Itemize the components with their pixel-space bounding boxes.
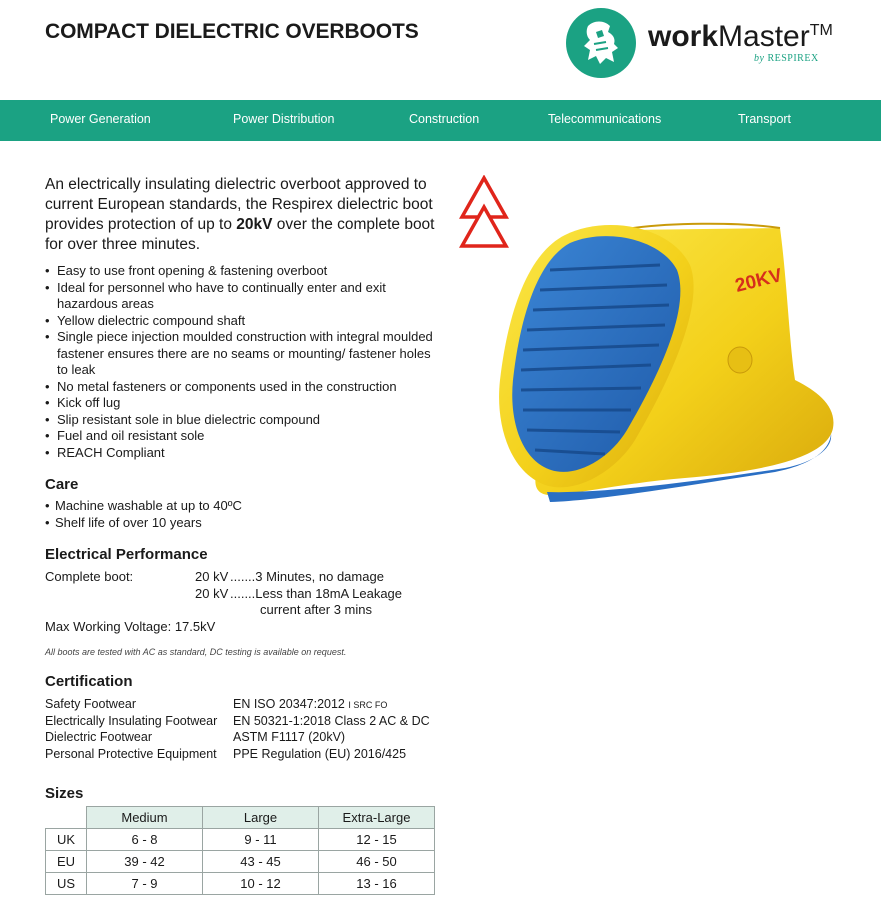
cert-value: PPE Regulation (EU) 2016/425 [233, 746, 407, 761]
certification-list [45, 696, 465, 762]
complete-boot-label: Complete boot: [45, 569, 134, 584]
table-cell: 12 - 15 [319, 829, 435, 851]
table-row [46, 829, 435, 851]
cert-row [45, 746, 465, 763]
cert-value: EN 50321-1:2018 Class 2 AC & DC [233, 713, 430, 728]
list-item: • Machine washable at up to 40ºC [45, 498, 242, 515]
nav-transport[interactable]: Transport [738, 112, 792, 126]
table-row [46, 851, 435, 873]
sector-navbar [0, 100, 881, 141]
lion-emblem-icon [566, 8, 636, 78]
list-item: • Shelf life of over 10 years [45, 515, 242, 532]
table-cell: 13 - 16 [319, 873, 435, 895]
care-list [45, 498, 242, 531]
workmaster-logo[interactable] [566, 8, 866, 80]
row-header: UK [46, 829, 87, 851]
intro-paragraph: An electrically insulating dielectric overboot approved to current European standards, the Respirex dielectric boot provides protection of up to 20kV over the complete boot for over three minutes. [45, 176, 435, 253]
voltage-value: 20 kV [195, 585, 229, 601]
page-title: COMPACT DIELECTRIC OVERBOOTS [45, 20, 419, 43]
table-cell: 7 - 9 [87, 873, 203, 895]
list-item: • Yellow dielectric compound shaft [45, 313, 445, 330]
electrical-heading: Electrical Performance [45, 546, 208, 563]
column-header: Extra-Large [319, 807, 435, 829]
voltage-value: 20 kV [195, 569, 229, 584]
list-item: • Easy to use front opening & fastening overboot [45, 263, 445, 280]
table-cell: 6 - 8 [87, 829, 203, 851]
nav-construction[interactable]: Construction [409, 112, 480, 126]
certification-heading: Certification [45, 673, 133, 690]
brand-wordmark: workMaster™ [648, 20, 833, 53]
row-header: EU [46, 851, 87, 873]
row-header: US [46, 873, 87, 895]
brand-byline: by RESPIREX [754, 53, 819, 64]
nav-power-generation[interactable]: Power Generation [50, 112, 151, 126]
cert-value: EN ISO 20347:2012 I SRC FO [233, 697, 388, 711]
testing-note: All boots are tested with AC as standard, DC testing is available on request. [45, 647, 347, 657]
nav-telecommunications[interactable]: Telecommunications [548, 112, 662, 126]
boot-voltage-marking: 20KV [733, 264, 785, 297]
max-working-voltage: Max Working Voltage: 17.5kV [45, 619, 216, 634]
sizes-table [45, 806, 435, 895]
table-cell: 10 - 12 [203, 873, 319, 895]
column-header: Medium [87, 807, 203, 829]
column-header: Large [203, 807, 319, 829]
cert-label: Safety Footwear [45, 697, 137, 711]
list-item: • REACH Compliant [45, 445, 445, 462]
cert-value: ASTM F1117 (20kV) [233, 730, 346, 744]
cert-row [45, 696, 465, 713]
table-cell: 39 - 42 [87, 851, 203, 873]
table-header-row [46, 807, 435, 829]
table-row [46, 873, 435, 895]
feature-list [45, 263, 445, 461]
list-item: • No metal fasteners or components used in the construction [45, 379, 445, 396]
cert-label: Dielectric Footwear [45, 730, 152, 744]
cert-row [45, 713, 465, 730]
list-item: • Kick off lug [45, 395, 445, 412]
cert-label: Personal Protective Equipment [45, 746, 217, 761]
nav-power-distribution[interactable]: Power Distribution [233, 112, 335, 126]
list-item: • Ideal for personnel who have to continually enter and exit hazardous areas [45, 280, 445, 313]
table-cell: 46 - 50 [319, 851, 435, 873]
list-item: • Fuel and oil resistant sole [45, 428, 445, 445]
care-heading: Care [45, 476, 79, 493]
dielectric-overboot-image [455, 210, 845, 525]
list-item: • Slip resistant sole in blue dielectric compound [45, 412, 445, 429]
cert-row [45, 729, 465, 746]
result-text: current after 3 mins [260, 602, 372, 617]
electrical-table [45, 569, 465, 619]
result-text: .......Less than 18mA Leakage [230, 585, 403, 601]
sizes-heading: Sizes [45, 785, 84, 802]
cert-label: Electrically Insulating Footwear [45, 713, 218, 728]
result-text: .......3 Minutes, no damage [230, 569, 384, 584]
table-cell: 43 - 45 [203, 851, 319, 873]
table-cell: 9 - 11 [203, 829, 319, 851]
list-item: • Single piece injection moulded construction with integral moulded fastener ensures there are no seams or mounting/ fastener holes to leak [45, 329, 445, 379]
